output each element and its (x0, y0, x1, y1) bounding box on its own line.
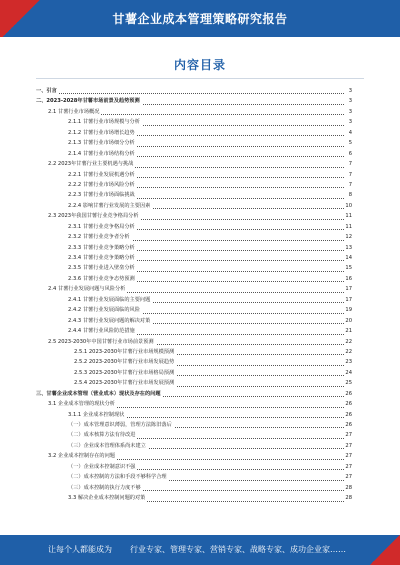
toc-entry-text: 2.2.4 影响甘薯行业发展的主要因素 (68, 201, 152, 211)
toc-page-number: 24 (345, 369, 352, 376)
toc-entry-text: 2.1 甘薯行业市场概况 (48, 107, 101, 117)
toc-page-number: 11 (345, 213, 352, 220)
toc-page-number: 6 (348, 150, 352, 157)
report-header (0, 0, 400, 37)
toc-entry-text: 3.3 解决企业成本控制问题的对策 (68, 493, 147, 503)
toc-entry-text: 2.1.3 甘薯行业市场细分分析 (68, 138, 137, 148)
toc-page-number: 26 (345, 411, 352, 418)
toc-page-number: 20 (345, 317, 352, 324)
toc-page-number: 16 (345, 275, 352, 282)
toc-page-number: 26 (345, 422, 352, 428)
toc-entry-text: 2.1.2 甘薯行业市场增长趋势 (68, 128, 137, 138)
report-title: 甘薯企业成本管理策略研究报告 (112, 12, 288, 26)
toc-page-number: 12 (345, 234, 352, 241)
toc-entry-text: 3.2 企业成本控制存在的问题 (48, 451, 117, 461)
toc-page-number: 25 (345, 380, 352, 387)
toc-page-number: 3 (348, 98, 352, 105)
toc-page-number: 7 (348, 171, 352, 178)
toc-entry-text: 2.3.4 甘薯行业竞争策略分析 (68, 253, 137, 263)
toc-page-number: 21 (345, 328, 352, 335)
toc-entry-text: 2.5.1 2023-2030年甘薯行业市场规模预测 (74, 347, 176, 357)
toc-entry-text: 2.4.3 甘薯行业发展问题的解决对策 (68, 316, 152, 326)
toc-entry-text: 三、甘薯企业成本管理（营业成本）现状及存在的问题 (36, 389, 163, 399)
toc-page-number: 26 (345, 390, 352, 397)
toc-entry-text: 2.4 甘薯行业发展问题与风险分析 (48, 284, 127, 294)
toc-entry-text: 2.3.5 甘薯行业进入壁垒分析 (68, 263, 137, 273)
toc-page-number: 3 (348, 108, 352, 115)
toc-entry-text: 3.1 企业成本管理的现状分析 (48, 399, 117, 409)
toc-page-number: 27 (345, 453, 352, 460)
toc-page-number: 27 (345, 432, 352, 439)
toc-page-number: 7 (348, 181, 352, 188)
toc-page-number: 23 (345, 359, 352, 366)
toc-title: 内容目录 (173, 58, 226, 72)
toc-entry-text: （一）成本管理意识薄弱，管理方法陈旧落后 (68, 420, 174, 430)
toc-page-number: 13 (345, 244, 352, 251)
toc-entry-text: 2.2.2 甘薯行业市场风险分析 (68, 180, 137, 190)
toc-entry-text: 二、2023-2028年甘薯市场前景及趋势预测 (36, 96, 142, 106)
toc-entry-text: 3.1.1 企业成本控制现状 (68, 410, 126, 420)
toc-entry-text: 2.4.4 甘薯行业风险防范措施 (68, 326, 137, 336)
toc-page-number: 7 (348, 161, 352, 168)
footer-slogan-right: 行业专家、管理专家、营销专家、战略专家、成功企业家…… (130, 545, 346, 554)
toc-entry-text: 2.1.1 甘薯行业市场规模与分析 (68, 117, 142, 127)
toc-entry-text: 2.2.3 甘薯行业市场面临挑战 (68, 190, 137, 200)
toc-page-number: 15 (345, 265, 352, 272)
toc-page-number: 17 (345, 286, 352, 293)
toc-page-number: 28 (345, 484, 352, 491)
toc-entry-text: 2.4.2 甘薯行业发展面临的风险 (68, 305, 142, 315)
toc-entry-text: 2.4.1 甘薯行业发展面临的主要问题 (68, 295, 152, 305)
toc-entry-text: 2.3.2 甘薯行业竞争者分析 (68, 232, 132, 242)
toc-entry[interactable] (36, 493, 352, 503)
toc-page-number: 8 (348, 192, 352, 199)
toc-entry-text: 2.5.4 2023-2030年甘薯行业市场发展预测 (74, 378, 176, 388)
table-of-contents (36, 86, 352, 504)
toc-page-number: 22 (345, 338, 352, 345)
toc-entry-text: 2.1.4 甘薯行业市场结构分析 (68, 149, 137, 159)
toc-entry-text: 2.3.1 甘薯行业竞争格局分析 (68, 222, 137, 232)
toc-entry-text: 2.2.1 甘薯行业发展机遇分析 (68, 170, 137, 180)
toc-entry-text: （二）成本控制的方法和手段不够科学合理 (68, 472, 169, 482)
toc-entry-text: （三）成本控制的执行力度不够 (68, 483, 143, 493)
toc-entry-text: 一、引言 (36, 86, 59, 96)
toc-entry-text: 2.5.2 2023-2030年甘薯行业市场发展趋势 (74, 357, 176, 367)
toc-page-number: 27 (345, 442, 352, 449)
toc-entry-text: 2.2 2023年甘薯行业主要机遇与挑战 (48, 159, 135, 169)
toc-page-number: 28 (345, 495, 352, 502)
toc-page-number: 22 (345, 348, 352, 355)
toc-entry-text: 2.5.3 2023-2030年甘薯行业市场格局预测 (74, 368, 176, 378)
toc-page-number: 27 (345, 463, 352, 470)
toc-entry-text: 2.3.6 甘薯行业竞争态势预测 (68, 274, 137, 284)
toc-entry-text: （三）企业成本管理体系尚未建立 (68, 441, 148, 451)
toc-page-number: 3 (348, 119, 352, 126)
toc-page-number: 19 (345, 307, 352, 314)
toc-page-number: 3 (348, 88, 352, 94)
toc-entry-text: 2.3.3 甘薯行业竞争策略分析 (68, 243, 137, 253)
toc-page-number: 4 (348, 129, 352, 136)
toc-page-number: 5 (348, 140, 352, 147)
toc-page-number: 11 (345, 223, 352, 230)
toc-page-number: 26 (345, 401, 352, 408)
page-footer (0, 535, 400, 565)
toc-entry-text: （二）成本核算方法有待改进 (68, 430, 137, 440)
toc-entry-text: 2.5 2023-2030年中国甘薯行业市场前景预测 (48, 337, 156, 347)
toc-page-number: 17 (345, 296, 352, 303)
footer-red-stripe (370, 535, 400, 565)
toc-page-number: 14 (345, 255, 352, 261)
toc-entry-text: 2.3 2023年我国甘薯行业竞争格局分析 (48, 211, 141, 221)
toc-page-number: 10 (345, 202, 352, 209)
toc-page-number: 27 (345, 474, 352, 481)
toc-divider (36, 78, 364, 79)
toc-entry-text: （一）企业成本控制意识不强 (68, 462, 137, 472)
footer-slogan-left: 让每个人都能成为 (48, 545, 112, 554)
